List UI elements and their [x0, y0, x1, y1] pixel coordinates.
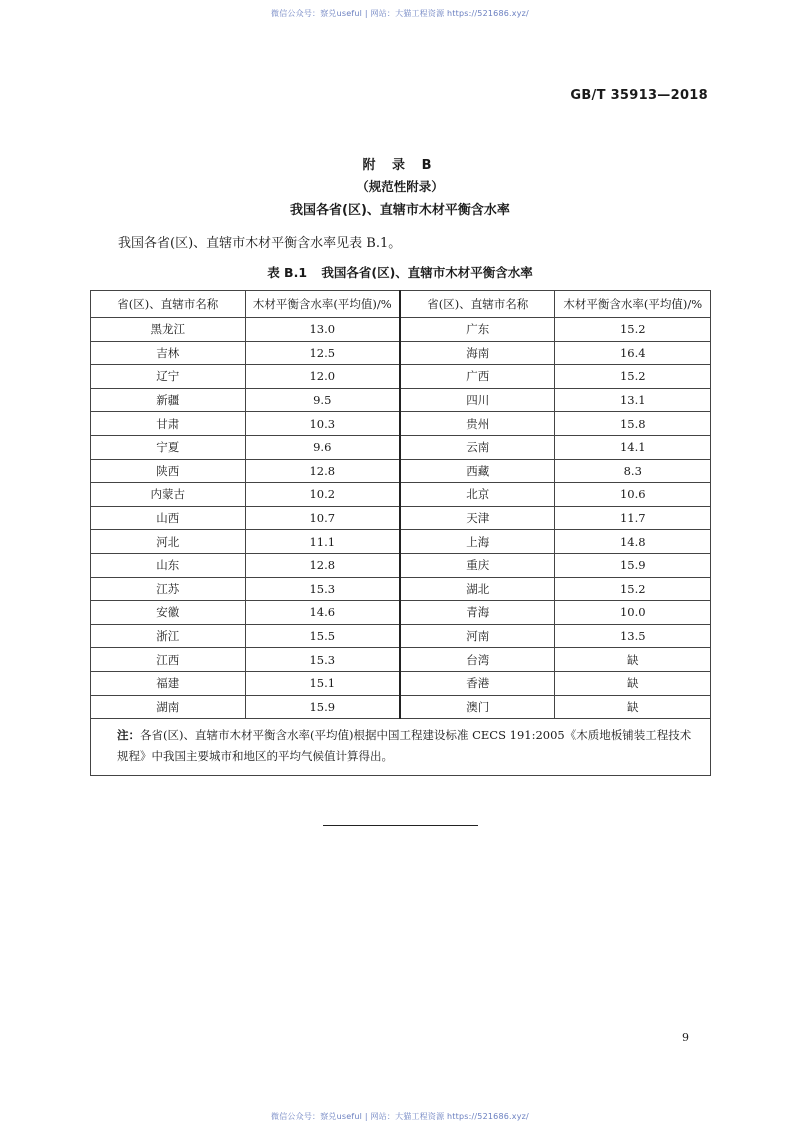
- table-row: [91, 506, 711, 530]
- table-row: [91, 365, 711, 389]
- table-row: [91, 318, 711, 342]
- standard-number: GB/T 35913—2018: [570, 88, 708, 103]
- region-cell: 澳门: [400, 695, 555, 719]
- moisture-cell: 缺: [555, 648, 711, 672]
- moisture-cell: 12.0: [245, 365, 400, 389]
- region-cell: 广东: [400, 318, 555, 342]
- table-caption: [0, 263, 800, 281]
- region-cell: 江西: [91, 648, 246, 672]
- region-cell: 吉林: [91, 341, 246, 365]
- region-cell: 安徽: [91, 601, 246, 625]
- note-text: 各省(区)、直辖市木材平衡含水率(平均值)根据中国工程建设标准 CECS 191:2005《木质地板铺装工程技术规程》中我国主要城市和地区的平均气候值计算得出。: [117, 728, 692, 764]
- table-note-row: [91, 719, 711, 776]
- region-cell: 北京: [400, 483, 555, 507]
- region-cell: 四川: [400, 388, 555, 412]
- moisture-cell: 16.4: [555, 341, 711, 365]
- region-cell: 上海: [400, 530, 555, 554]
- end-rule: [323, 825, 478, 826]
- region-cell: 甘肃: [91, 412, 246, 436]
- moisture-cell: 9.5: [245, 388, 400, 412]
- table-row: [91, 553, 711, 577]
- page-number: 9: [682, 1031, 689, 1044]
- region-cell: 台湾: [400, 648, 555, 672]
- region-cell: 新疆: [91, 388, 246, 412]
- moisture-cell: 8.3: [555, 459, 711, 483]
- region-cell: 内蒙古: [91, 483, 246, 507]
- header-moisture-right: 木材平衡含水率(平均值)/%: [555, 291, 711, 318]
- note-label: 注：: [117, 728, 140, 743]
- moisture-cell: 15.8: [555, 412, 711, 436]
- watermark-bottom: 微信公众号：察兑useful | 网站：大猫工程资源 https://521686.xyz/: [271, 1112, 529, 1121]
- moisture-table: [90, 290, 711, 776]
- table-caption-number: 表 B.1: [267, 265, 308, 280]
- table-row: [91, 388, 711, 412]
- moisture-cell: 10.7: [245, 506, 400, 530]
- moisture-cell: 10.2: [245, 483, 400, 507]
- region-cell: 江苏: [91, 577, 246, 601]
- region-cell: 香港: [400, 671, 555, 695]
- moisture-cell: 9.6: [245, 435, 400, 459]
- region-cell: 湖北: [400, 577, 555, 601]
- moisture-cell: 14.8: [555, 530, 711, 554]
- region-cell: 陕西: [91, 459, 246, 483]
- region-cell: 河北: [91, 530, 246, 554]
- region-cell: 河南: [400, 624, 555, 648]
- moisture-cell: 15.5: [245, 624, 400, 648]
- table-row: [91, 483, 711, 507]
- moisture-cell: 15.2: [555, 318, 711, 342]
- region-cell: 黑龙江: [91, 318, 246, 342]
- moisture-cell: 11.7: [555, 506, 711, 530]
- moisture-cell: 12.8: [245, 459, 400, 483]
- table-row: [91, 624, 711, 648]
- moisture-cell: 缺: [555, 671, 711, 695]
- region-cell: 湖南: [91, 695, 246, 719]
- moisture-cell: 13.0: [245, 318, 400, 342]
- table-row: [91, 577, 711, 601]
- table-row: [91, 459, 711, 483]
- region-cell: 山西: [91, 506, 246, 530]
- appendix-title: 附 录 B: [362, 158, 438, 173]
- moisture-cell: 10.6: [555, 483, 711, 507]
- moisture-cell: 10.0: [555, 601, 711, 625]
- watermark-top: 微信公众号：察兑useful | 网站：大猫工程资源 https://521686.xyz/: [271, 9, 529, 18]
- moisture-cell: 15.3: [245, 577, 400, 601]
- moisture-cell: 15.3: [245, 648, 400, 672]
- header-moisture-left: 木材平衡含水率(平均值)/%: [245, 291, 400, 318]
- moisture-cell: 15.9: [555, 553, 711, 577]
- moisture-cell: 12.5: [245, 341, 400, 365]
- moisture-cell: 15.2: [555, 365, 711, 389]
- table-row: [91, 412, 711, 436]
- moisture-cell: 12.8: [245, 553, 400, 577]
- region-cell: 青海: [400, 601, 555, 625]
- region-cell: 云南: [400, 435, 555, 459]
- region-cell: 浙江: [91, 624, 246, 648]
- table-row: [91, 695, 711, 719]
- region-cell: 宁夏: [91, 435, 246, 459]
- moisture-cell: 15.1: [245, 671, 400, 695]
- header-region-left: 省(区)、直辖市名称: [91, 291, 246, 318]
- table-row: [91, 648, 711, 672]
- moisture-cell: 11.1: [245, 530, 400, 554]
- region-cell: 海南: [400, 341, 555, 365]
- moisture-cell: 13.1: [555, 388, 711, 412]
- moisture-cell: 14.1: [555, 435, 711, 459]
- table-row: [91, 601, 711, 625]
- moisture-cell: 缺: [555, 695, 711, 719]
- moisture-cell: 15.2: [555, 577, 711, 601]
- table-caption-title: 我国各省(区)、直辖市木材平衡含水率: [321, 265, 533, 280]
- region-cell: 天津: [400, 506, 555, 530]
- table-row: [91, 530, 711, 554]
- intro-paragraph: 我国各省(区)、直辖市木材平衡含水率见表 B.1。: [118, 236, 402, 251]
- table-row: [91, 435, 711, 459]
- table-note: [91, 719, 711, 776]
- region-cell: 辽宁: [91, 365, 246, 389]
- moisture-cell: 14.6: [245, 601, 400, 625]
- region-cell: 广西: [400, 365, 555, 389]
- appendix-subtitle: （规范性附录）: [356, 179, 444, 194]
- region-cell: 贵州: [400, 412, 555, 436]
- moisture-cell: 15.9: [245, 695, 400, 719]
- moisture-cell: 10.3: [245, 412, 400, 436]
- table-row: [91, 341, 711, 365]
- table-row: [91, 671, 711, 695]
- region-cell: 重庆: [400, 553, 555, 577]
- region-cell: 山东: [91, 553, 246, 577]
- header-region-right: 省(区)、直辖市名称: [400, 291, 555, 318]
- moisture-cell: 13.5: [555, 624, 711, 648]
- region-cell: 福建: [91, 671, 246, 695]
- appendix-heading: 我国各省(区)、直辖市木材平衡含水率: [290, 203, 510, 218]
- region-cell: 西藏: [400, 459, 555, 483]
- table-header-row: [91, 291, 711, 318]
